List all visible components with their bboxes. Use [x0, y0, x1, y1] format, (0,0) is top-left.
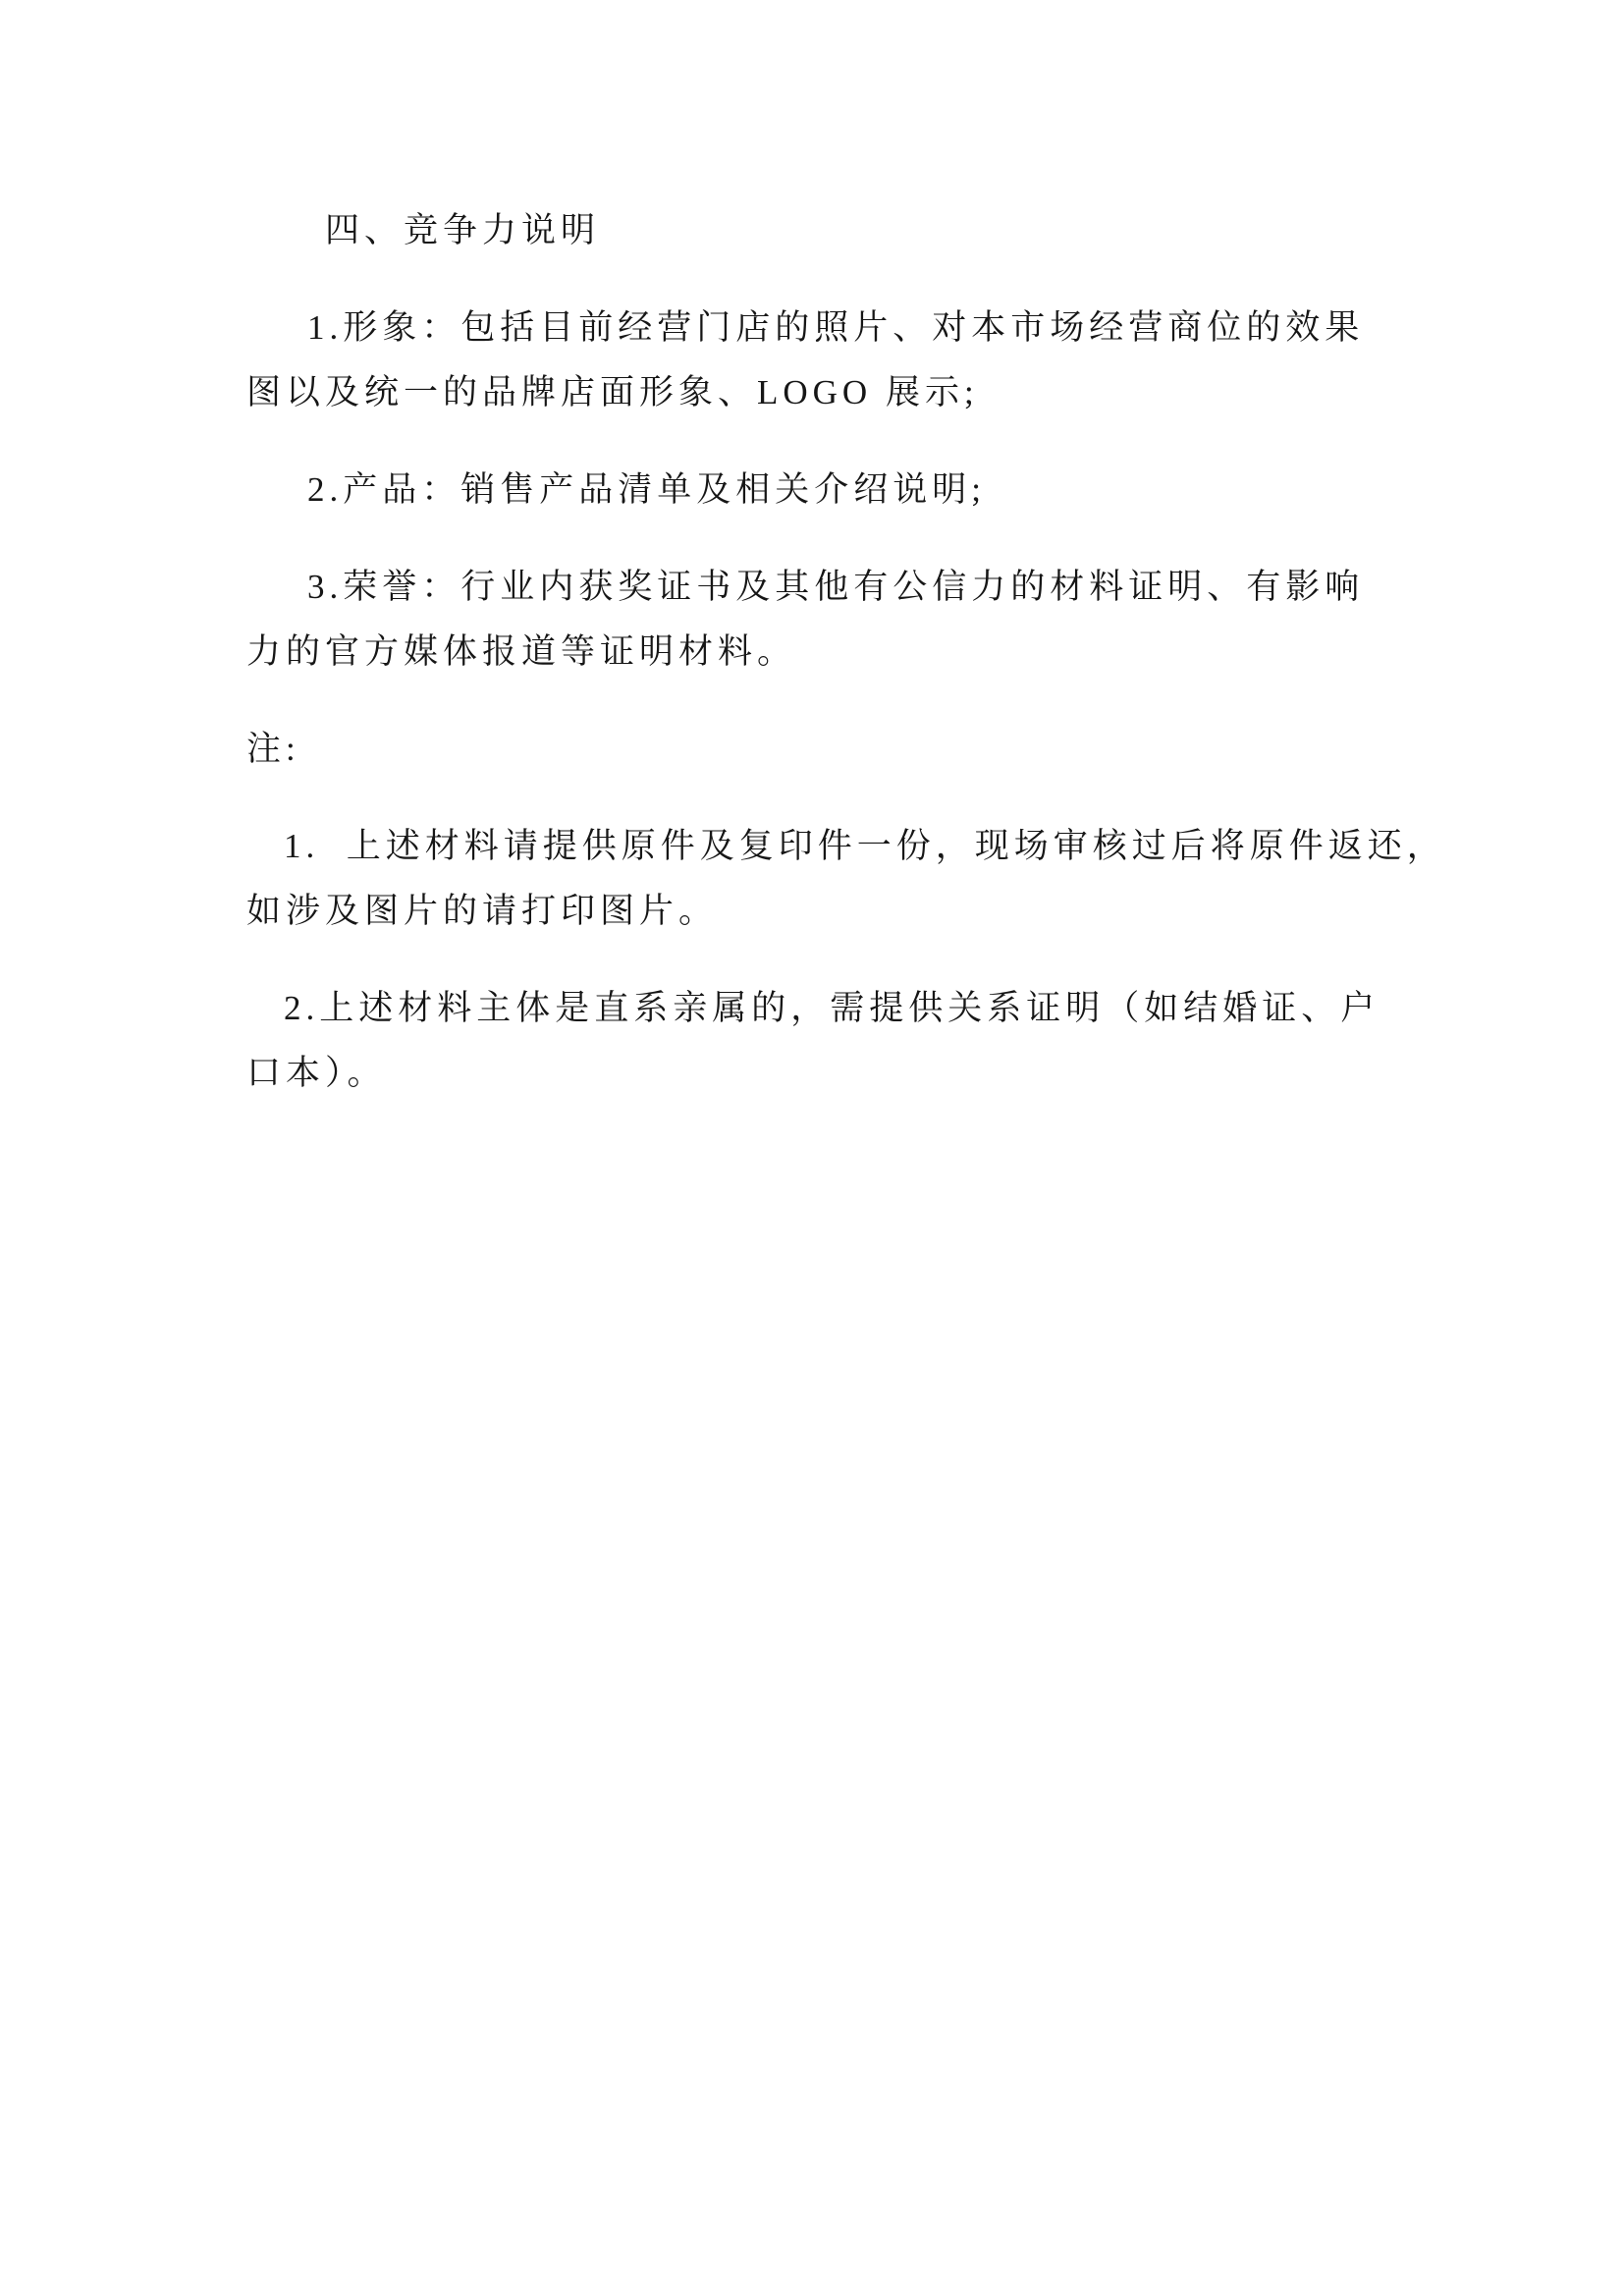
paragraph-line: 图以及统一的品牌店面形象、LOGO 展示; — [246, 373, 979, 411]
paragraph-item-1-image — [246, 296, 1415, 425]
paragraph-item-3-honor — [246, 555, 1415, 684]
paragraph-line: 2.上述材料主体是直系亲属的，需提供关系证明（如结婚证、户 — [284, 989, 1380, 1027]
paragraph-line: 1.形象：包括目前经营门店的照片、对本市场经营商位的效果 — [307, 308, 1365, 347]
paragraph-line: 3.荣誉：行业内获奖证书及其他有公信力的材料证明、有影响 — [307, 568, 1365, 606]
note-item-1 — [246, 814, 1446, 944]
notes-label: 注: — [246, 730, 300, 768]
paragraph-line: 2.产品：销售产品清单及相关介绍说明; — [307, 470, 986, 509]
paragraph-line: 口本）。 — [246, 1054, 387, 1092]
notes-label-block — [246, 717, 1415, 782]
section-heading-block — [246, 198, 1415, 263]
paragraph-line: 1. 上述材料请提供原件及复印件一份，现场审核过后将原件返还， — [284, 827, 1446, 865]
paragraph-item-2-product — [246, 458, 1415, 522]
paragraph-line: 力的官方媒体报道等证明材料。 — [246, 632, 797, 671]
note-item-2 — [246, 976, 1415, 1106]
paragraph-line: 如涉及图片的请打印图片。 — [246, 892, 719, 930]
section-heading: 四、竞争力说明 — [325, 211, 601, 249]
document-content — [246, 198, 1446, 1138]
